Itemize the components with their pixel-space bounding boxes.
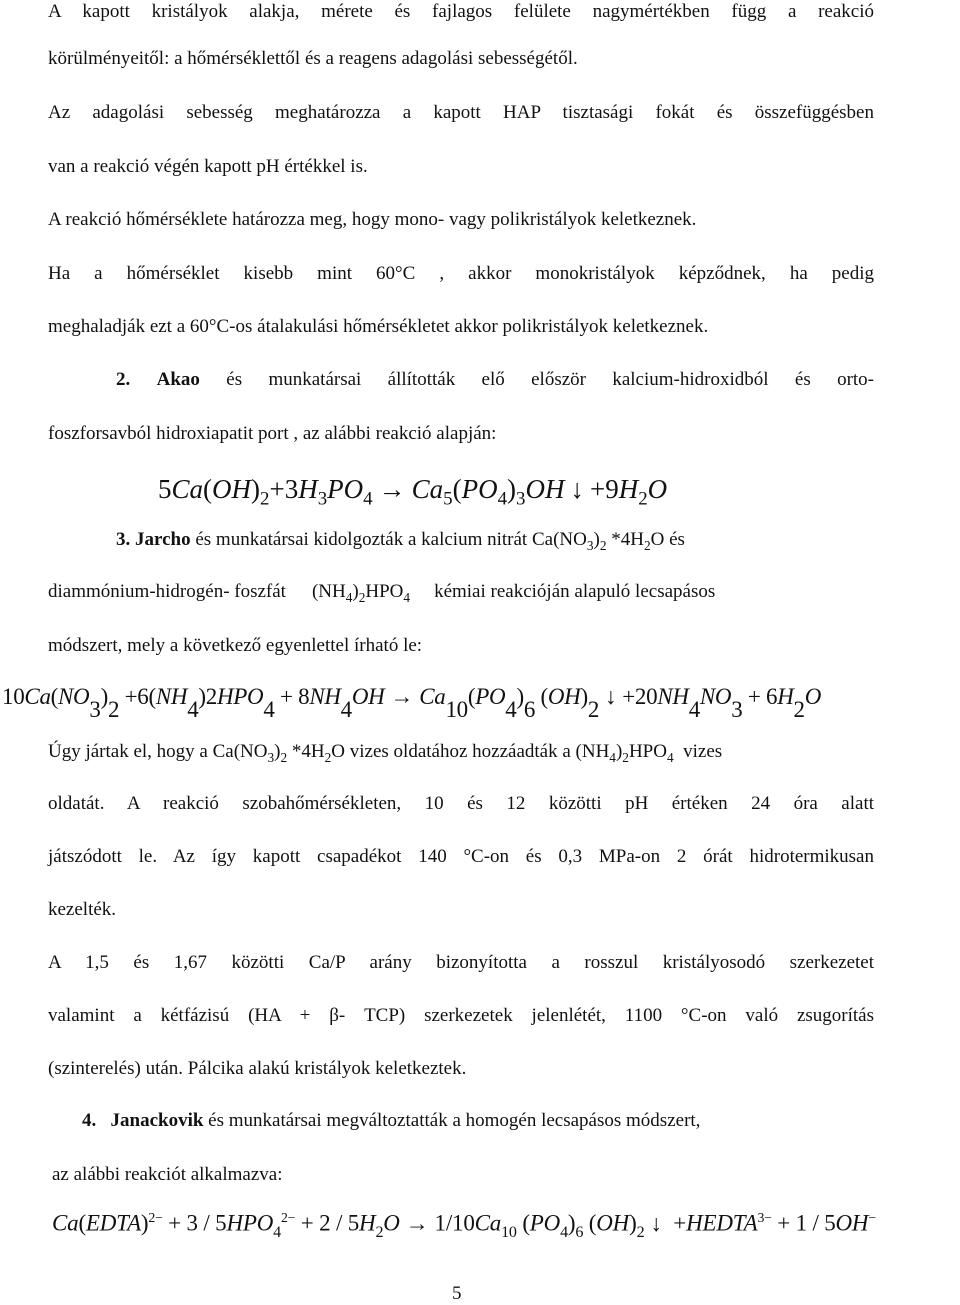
equation-janackovik: Ca(EDTA)$^{2-}$ + $3 / 5HPO_4^{2-} + 2 / 5H_2O \to 1/10Ca_{10}$ $(PO_4)_6$ $(OH)_2$ ↓ $+HEDTA^{3-} + 1 / 5OH^-$: [52, 1210, 876, 1241]
section-3-author: Jarcho: [135, 529, 191, 550]
section-3-number: 3.: [116, 529, 131, 550]
intro-line-5: A reakció hőmérséklete határozza meg, hogy mono- vagy polikristályok keletkeznek.: [48, 209, 697, 230]
section-3-after-7: (szinterelés) után. Pálcika alakú kristályok keletkeztek.: [48, 1058, 467, 1079]
section-3-after-3: játszódott le. Az így kapott csapadékot 140 °C-on és 0,3 MPa-on 2 órát hidrotermikusan: [48, 846, 874, 867]
reaction-arrow-icon: →: [378, 474, 406, 504]
intro-line-7: meghaladják ezt a 60°C-os átalakulási hőmérsékletet akkor polikristályok keletkeznek.: [48, 316, 709, 337]
section-2-author: Akao: [156, 369, 200, 390]
section-2-line-2: foszforsavból hidroxiapatit port , az alábbi reakció alapján:: [48, 423, 497, 444]
section-2-line-1: [116, 368, 874, 392]
section-3-after-2: oldatát. A reakció szobahőmérsékleten, 10 és 12 közötti pH értéken 24 óra alatt: [48, 793, 874, 814]
section-4-line-2: az alábbi reakciót alkalmazva:: [52, 1164, 283, 1185]
equation-jarcho: 10Ca(NO3)2 +6(NH4)2HPO4 + 8NH4OH → Ca10(PO4)6 (OH)2↓ +20NH4NO3 + 6H2O: [2, 684, 822, 722]
intro-line-3: Az adagolási sebesség meghatározza a kapott HAP tisztasági fokát és összefüggésben: [48, 102, 874, 123]
section-2-text: és munkatársai állították elő először kalcium-hidroxidból és orto-: [226, 369, 874, 390]
reaction-arrow-icon: →: [390, 684, 414, 709]
section-3-after-4: kezelték.: [48, 899, 117, 920]
equation-akao: $5Ca(OH)_2+3H_3PO_4 \to Ca_5(PO_4)_3OH$ ↓ $+9H_2O$: [158, 474, 668, 510]
intro-line-6: Ha a hőmérséklet kisebb mint 60°C , akkor monokristályok képződnek, ha pedig: [48, 263, 874, 284]
reaction-arrow-icon: →: [405, 1210, 429, 1236]
section-4-number: 4.: [82, 1110, 97, 1131]
precipitate-arrow-icon: ↓: [605, 684, 617, 709]
intro-line-4: van a reakció végén kapott pH értékkel is.: [48, 156, 368, 177]
section-3-after-6: valamint a kétfázisú (HA + β- TCP) szerkezetek jelenlétét, 1100 °C-on való zsugorítás: [48, 1005, 874, 1026]
intro-line-2: körülményeitől: a hőmérséklettől és a reagens adagolási sebességétől.: [48, 48, 578, 69]
section-4-line-1: 4. Janackovik és munkatársai megváltoztatták a homogén lecsapásos módszert,: [82, 1110, 701, 1131]
section-4-author: Janackovik: [110, 1110, 204, 1131]
section-3-after-5: A 1,5 és 1,67 közötti Ca/P arány bizonyította a rosszul kristályosodó szerkezetet: [48, 952, 874, 973]
section-2-number: 2.: [116, 369, 131, 390]
section-3-line-3: módszert, mely a következő egyenlettel írható le:: [48, 635, 423, 656]
precipitate-arrow-icon: ↓: [570, 474, 584, 504]
page-number: 5: [452, 1283, 462, 1304]
intro-line-1: A kapott kristályok alakja, mérete és fajlagos felülete nagymértékben függ a reakció: [48, 1, 874, 22]
precipitate-arrow-icon: ↓: [650, 1210, 662, 1236]
section-3-line-1: 3. Jarcho és munkatársai kidolgozták a kalcium nitrát $Ca(NO_3)_2$ $*4H_2O$ és: [116, 529, 685, 553]
section-3-after-1: Úgy jártak el, hogy a $Ca(NO_3)_2$ $*4H_2O$ vizes oldatához hozzáadták a $(NH_4)_2HPO_4$ vizes: [48, 741, 723, 765]
section-3-line-2: diammónium-hidrogén- foszfát $(NH_4)_2HPO_4$ kémiai reakcióján alapuló lecsapásos: [48, 581, 716, 605]
